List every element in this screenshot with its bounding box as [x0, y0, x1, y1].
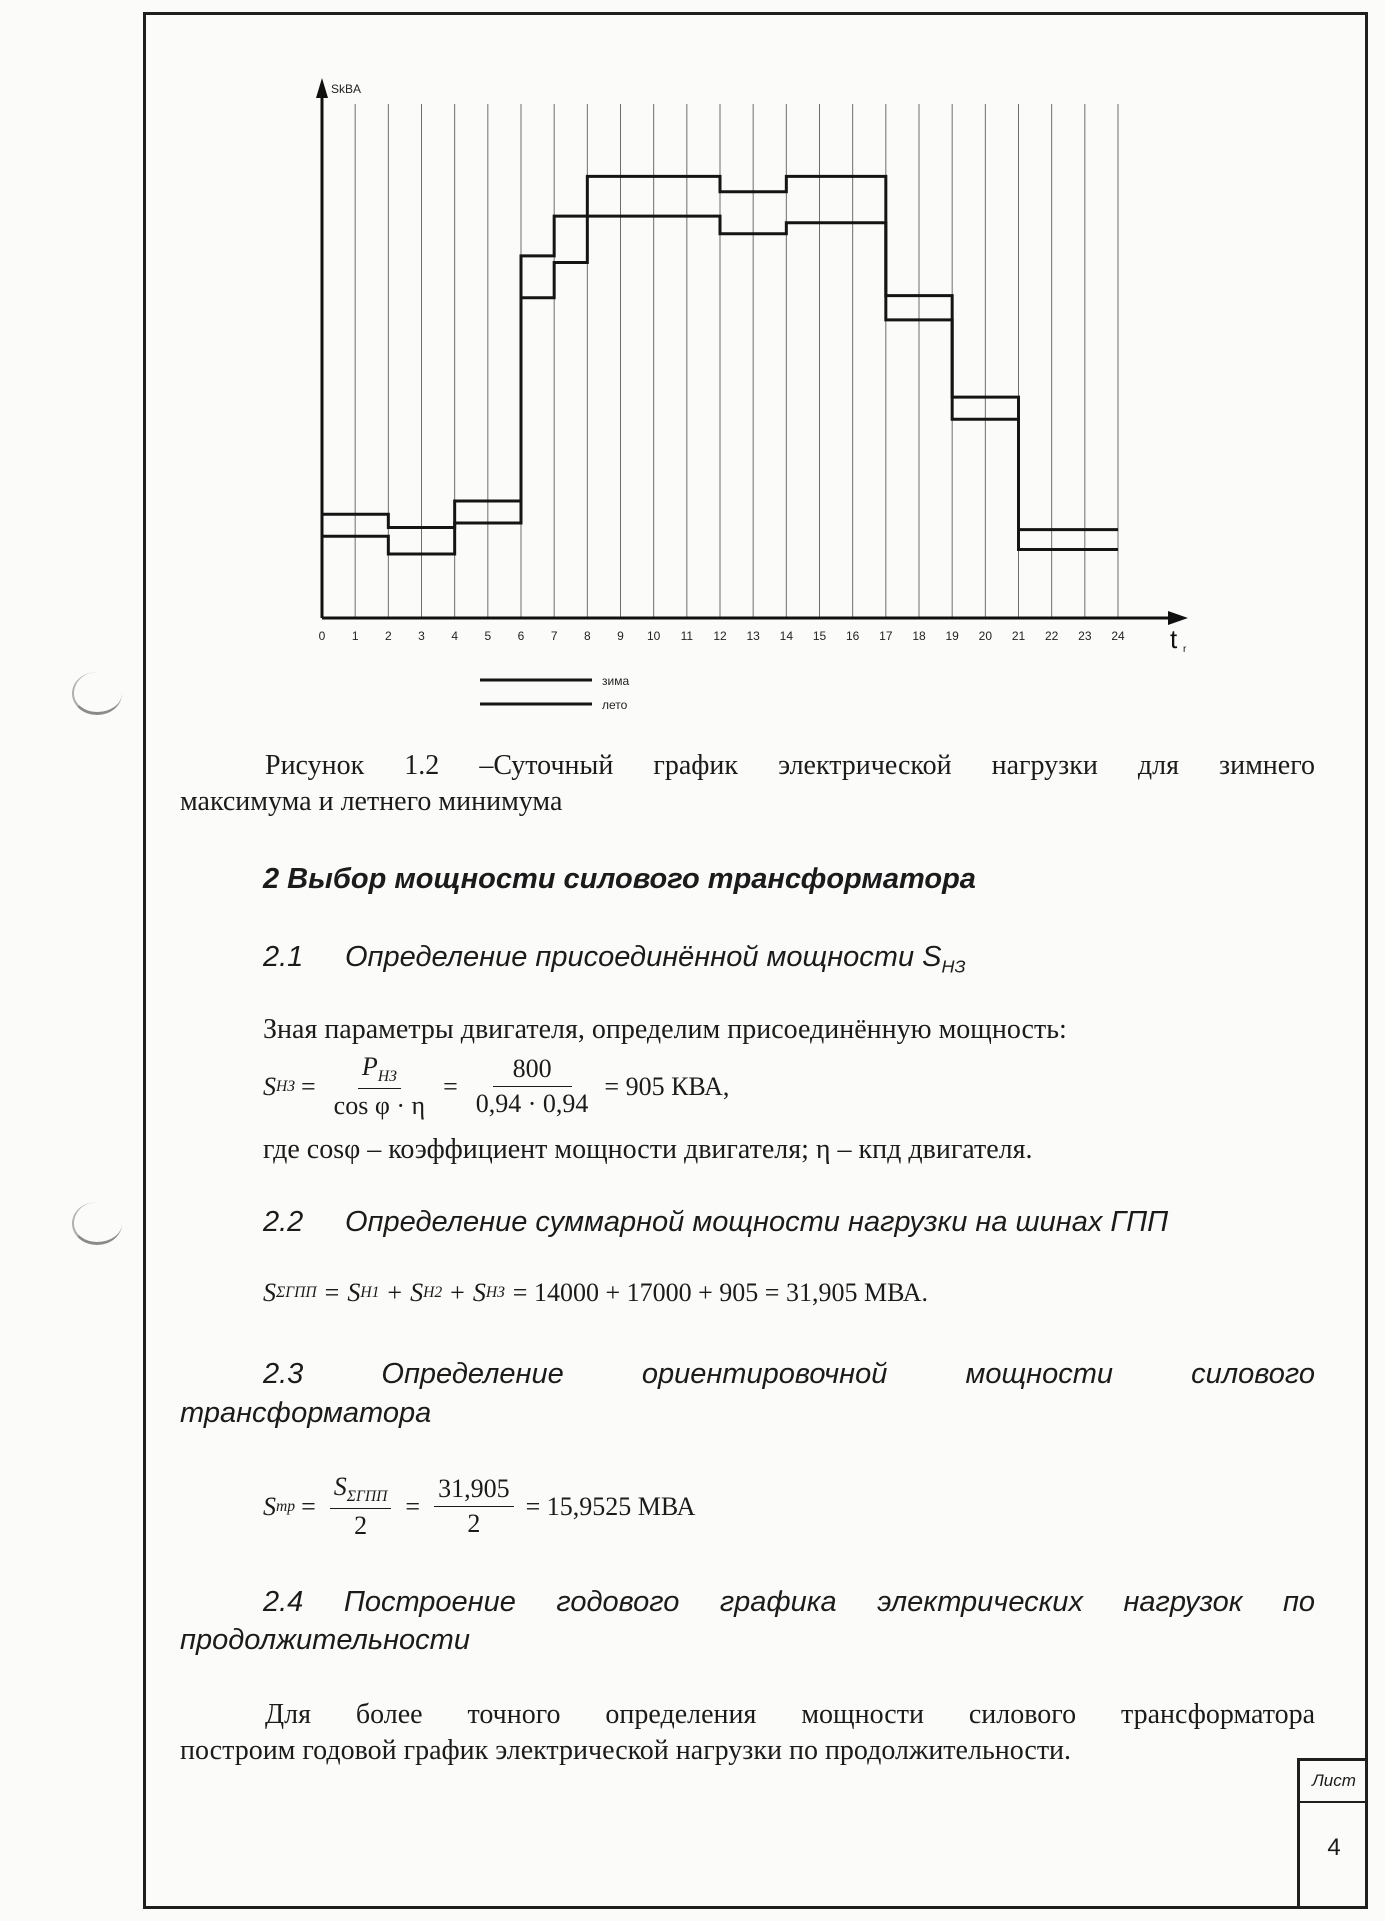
x-tick-label-6: 6: [517, 629, 525, 643]
formula-s-gpp: S ΣГПП = S Н1 + S Н2 + S НЗ = 14000 + 17000 + 905 = 31,905 МВА.: [263, 1278, 929, 1307]
y-axis-arrow: [316, 78, 328, 98]
formula-s-tr-lhs: S: [263, 1491, 276, 1521]
section-2-4-paragraph: [180, 1697, 1315, 1769]
x-tick-label-2: 2: [384, 629, 392, 643]
x-tick-label-8: 8: [583, 629, 591, 643]
formula-s-nz-num1-sub: НЗ: [377, 1068, 397, 1086]
formula-s-tr-num1: S: [333, 1472, 347, 1501]
section-2-4-word-2: годового: [556, 1586, 680, 1618]
section-2-1-intro: Зная параметры двигателя, определим присоединённую мощность:: [263, 1014, 1067, 1045]
section-2-3-heading-line1: [180, 1358, 1315, 1391]
formula-s-nz-lhs: S: [263, 1071, 276, 1101]
section-2-3-word-1: Определение: [381, 1358, 564, 1390]
section-2-3-heading-line2: трансформатора: [180, 1397, 432, 1429]
formula-s-tr-den1: 2: [354, 1511, 368, 1541]
formula-s-tr: S тр = $\frac{S_{\Sigma ГПП}}{2}$ = $\frac{31,905}{2}$ = 15,9525 МВА: [263, 1472, 696, 1541]
x-tick-label-3: 3: [418, 629, 425, 643]
formula-s-tr-num2: 31,905: [434, 1474, 514, 1507]
formula-s-gpp-t2-sub: Н2: [423, 1284, 443, 1301]
section-2-2-heading: [263, 1205, 1168, 1239]
formula-s-gpp-lhs: S: [263, 1278, 276, 1307]
x-tick-label-15: 15: [812, 629, 827, 643]
section-2-4-heading-line1: [180, 1586, 1315, 1619]
formula-s-tr-frac1: [330, 1472, 392, 1541]
x-tick-label-9: 9: [617, 629, 624, 643]
x-tick-label-20: 20: [978, 629, 993, 643]
x-tick-label-0: 0: [318, 629, 326, 643]
section-2-1-title-sub: НЗ: [941, 956, 966, 977]
section-2-1-number: 2.1: [263, 941, 304, 973]
section-2-4-word-3: графика: [719, 1586, 837, 1618]
formula-s-tr-num1-sub: ΣГПП: [346, 1488, 388, 1506]
section-2-4-number: 2.4: [263, 1586, 304, 1618]
x-tick-label-21: 21: [1011, 629, 1026, 643]
legend-label-зима: зима: [602, 674, 630, 688]
sheet-stamp-label: Лист: [1300, 1761, 1368, 1803]
section-2-title: 2 Выбор мощности силового трансформатора: [263, 863, 976, 895]
formula-s-nz-den2: 0,94 · 0,94: [475, 1089, 589, 1119]
formula-s-gpp-t3: S: [472, 1278, 486, 1307]
section-2-4-word-5: нагрузок: [1123, 1586, 1243, 1618]
section-2-4-word-6: по: [1282, 1586, 1316, 1618]
formula-s-nz-den1: cos φ · η: [333, 1091, 426, 1121]
section-2-3-word-2: ориентировочной: [641, 1358, 888, 1390]
figure-caption-line1: Рисунок 1.2 –Суточный график электрической нагрузки для зимнего: [265, 750, 1315, 781]
x-tick-label-11: 11: [680, 629, 694, 643]
binder-hole-bottom: [72, 1202, 122, 1245]
formula-s-gpp-t1: S: [347, 1278, 361, 1307]
formula-s-nz: S НЗ = $\frac{P_{НЗ}}{\text{cos φ · η}}$ = $\frac{800}{0,94 \cdot 0,94}$ = 905 КВА,: [263, 1052, 730, 1121]
x-tick-label-4: 4: [451, 629, 459, 643]
section-2-1-heading: [263, 940, 966, 983]
sheet-number: 4: [1327, 1834, 1341, 1861]
section-2-3-word-3: мощности: [965, 1358, 1114, 1390]
x-tick-label-23: 23: [1078, 629, 1092, 643]
legend-label-лето: лето: [602, 698, 628, 712]
section-2-4-word-1: Построение: [343, 1586, 516, 1618]
section-2-2-title: Определение суммарной мощности нагрузки на шинах ГПП: [345, 1206, 1169, 1238]
daily-load-chart: [0, 0, 1385, 720]
section-2-4-para-line2: построим годовой график электрической нагрузки по продолжительности.: [180, 1735, 1072, 1766]
x-tick-label-5: 5: [484, 629, 492, 643]
x-tick-label-19: 19: [945, 629, 959, 643]
x-axis-label-sub: r: [1183, 644, 1187, 655]
formula-s-gpp-rest: = 14000 + 17000 + 905 = 31,905 МВА.: [512, 1278, 929, 1307]
formula-s-nz-lhs-sub: НЗ: [276, 1077, 295, 1095]
formula-s-gpp-t1-sub: Н1: [360, 1284, 380, 1301]
formula-s-nz-result: = 905 КВА,: [604, 1071, 730, 1101]
section-2-2-number: 2.2: [263, 1206, 304, 1238]
x-tick-label-16: 16: [845, 629, 860, 643]
y-axis-label: SkBA: [331, 82, 362, 96]
formula-s-gpp-t3-sub: НЗ: [485, 1284, 505, 1301]
section-2-3-word-4: силового: [1191, 1358, 1315, 1390]
section-2-4-word-4: электрических: [877, 1586, 1083, 1618]
sheet-stamp: [1297, 1758, 1368, 1909]
x-tick-label-13: 13: [746, 629, 760, 643]
figure-caption-line2: максимума и летнего минимума: [180, 786, 563, 817]
figure-caption: [180, 748, 1315, 820]
x-axis-arrow: [1168, 611, 1188, 625]
formula-s-nz-num2: 800: [493, 1054, 572, 1087]
section-2-1-title: Определение присоединённой мощности S: [345, 941, 942, 973]
x-tick-label-14: 14: [779, 629, 794, 643]
formula-s-gpp-t2: S: [410, 1278, 424, 1307]
x-tick-label-18: 18: [912, 629, 926, 643]
section-2-1-note: где cosφ – коэффициент мощности двигателя; η – кпд двигателя.: [263, 1134, 1033, 1165]
formula-s-tr-result: = 15,9525 МВА: [525, 1491, 696, 1521]
x-tick-label-22: 22: [1044, 629, 1059, 643]
x-tick-label-24: 24: [1111, 629, 1125, 643]
formula-s-nz-frac2: [472, 1054, 593, 1119]
x-tick-label-1: 1: [351, 629, 359, 643]
formula-s-gpp-lhs-sub: ΣГПП: [276, 1284, 317, 1301]
section-2-4-heading-line2: продолжительности: [180, 1624, 470, 1656]
x-tick-label-7: 7: [550, 629, 558, 643]
x-tick-label-17: 17: [879, 629, 893, 643]
x-tick-label-12: 12: [713, 629, 727, 643]
section-2-4-para-line1: Для более точного определения мощности силового трансформатора: [265, 1699, 1315, 1730]
x-tick-label-10: 10: [646, 629, 661, 643]
formula-s-tr-frac2: [434, 1474, 514, 1539]
formula-s-tr-lhs-sub: тр: [276, 1497, 296, 1515]
formula-s-tr-den2: 2: [467, 1509, 481, 1539]
x-axis-label: t: [1170, 624, 1178, 654]
formula-s-nz-frac1: [330, 1052, 429, 1121]
formula-s-nz-num1: P: [361, 1052, 378, 1081]
section-2-3-number: 2.3: [263, 1358, 304, 1390]
